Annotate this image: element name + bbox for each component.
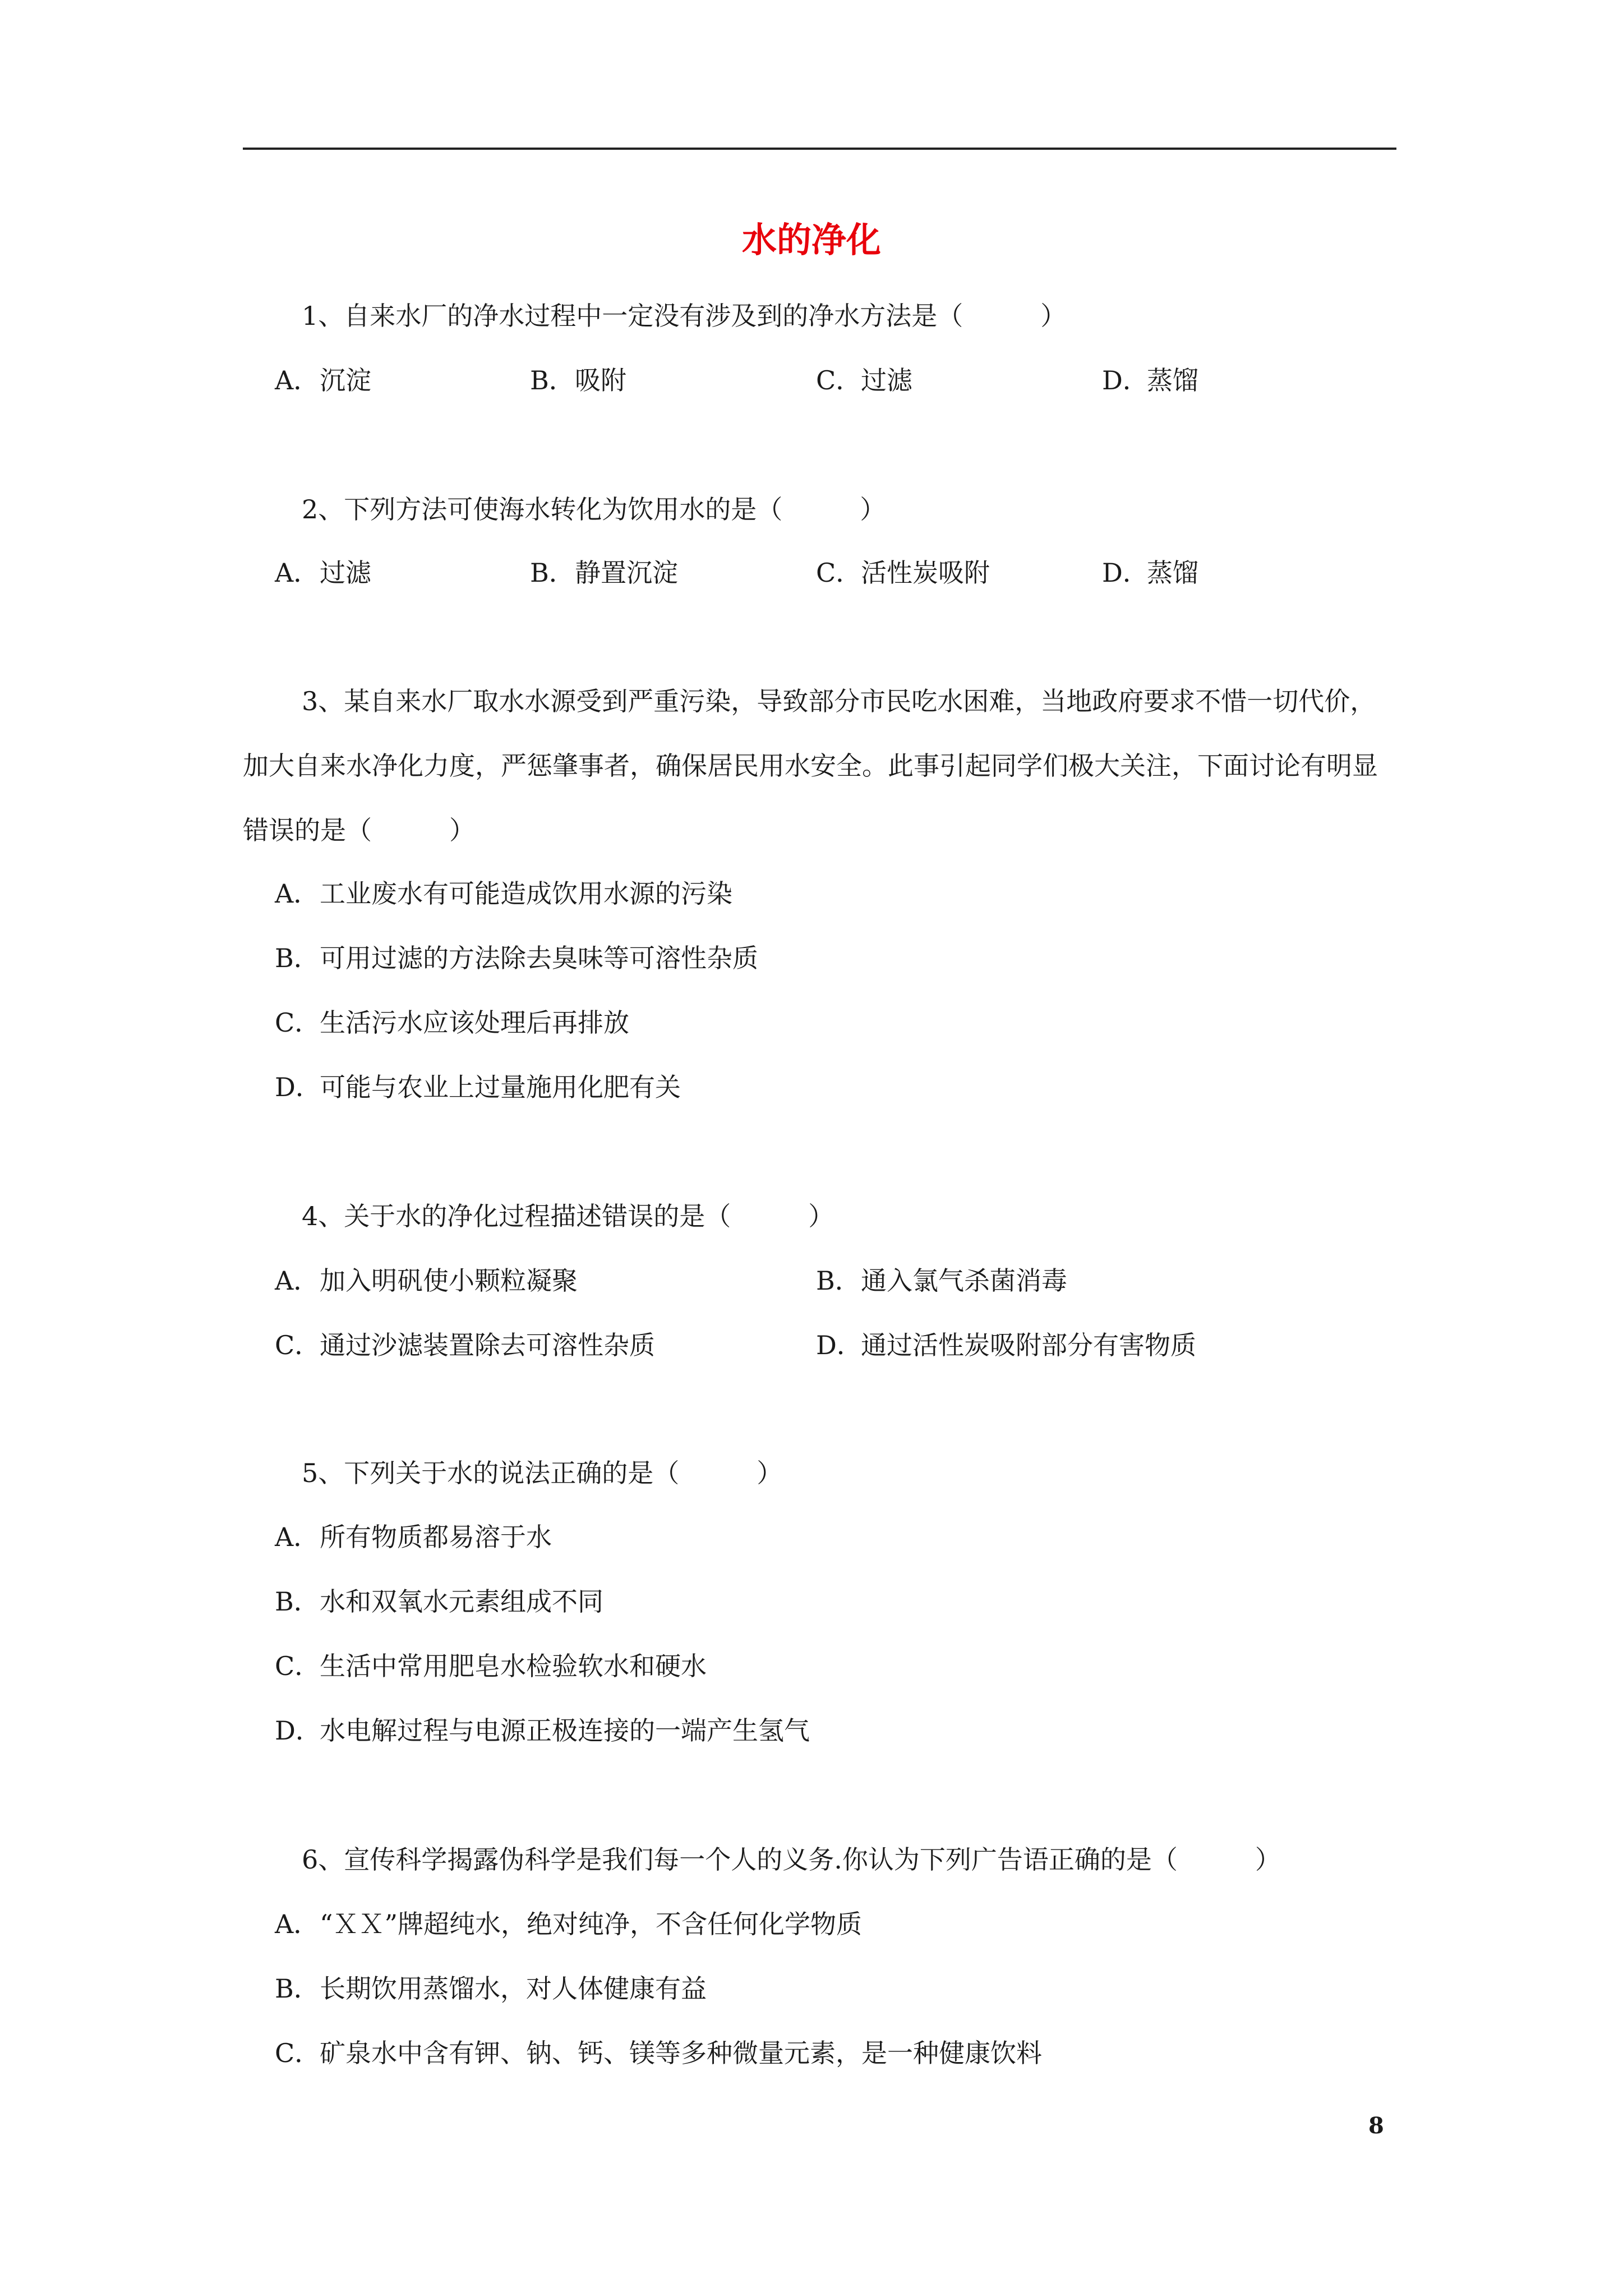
question-2-option-b: B．静置沉淀 [530,558,678,588]
question-1-option-d: D．蒸馏 [1102,365,1198,395]
question-5-option-c: C．生活中常用肥皂水检验软水和硬水 [275,1651,707,1681]
question-1-option-a: A．沉淀 [275,365,371,395]
question-3-stem: 3、某自来水厂取水水源受到严重污染，导致部分市民吃水困难，当地政府要求不惜一切代价，加大自来水净化力度，严惩肇事者，确保居民用水安全。此事引起同学们极大关注，下面讨论有明显错误的是（ ） [243,686,1378,845]
page-number: 8 [1368,2113,1384,2139]
question-1-option-c: C．过滤 [816,365,912,395]
question-3-option-c: C．生活污水应该处理后再排放 [275,1007,629,1038]
question-2-option-c: C．活性炭吸附 [816,558,990,588]
question-1-option-b: B．吸附 [530,365,626,395]
question-6-stem: 6、宣传科学揭露伪科学是我们每一个人的义务.你认为下列广告语正确的是（ ） [302,1844,1281,1875]
question-6-option-c: C．矿泉水中含有钾、钠、钙、镁等多种微量元素，是一种健康饮料 [275,2038,1042,2068]
question-2-option-d: D．蒸馏 [1102,558,1198,588]
header-rule [243,148,1396,150]
question-1-stem: 1、自来水厂的净水过程中一定没有涉及到的净水方法是（ ） [302,301,1067,331]
question-5-option-d: D．水电解过程与电源正极连接的一端产生氢气 [275,1715,810,1746]
question-5-stem: 5、下列关于水的说法正确的是（ ） [302,1458,783,1488]
question-6-option-b: B．长期饮用蒸馏水，对人体健康有益 [275,1973,707,2004]
question-2-option-a: A．过滤 [275,558,371,588]
page-title: 水的净化 [741,219,881,260]
question-6-option-a: A．“ＸＸ”牌超纯水，绝对纯净，不含任何化学物质 [275,1909,863,1939]
question-3-option-d: D．可能与农业上过量施用化肥有关 [275,1072,681,1102]
question-4-option-b: B．通入氯气杀菌消毒 [816,1266,1067,1296]
question-4-option-a: A．加入明矾使小颗粒凝聚 [275,1266,578,1296]
question-2-stem: 2、下列方法可使海水转化为饮用水的是（ ） [302,494,886,524]
question-4-stem: 4、关于水的净化过程描述错误的是（ ） [302,1201,834,1231]
question-3-option-b: B．可用过滤的方法除去臭味等可溶性杂质 [275,943,758,973]
question-3-option-a: A．工业废水有可能造成饮用水源的污染 [275,878,732,909]
question-4-option-d: D．通过活性炭吸附部分有害物质 [816,1330,1196,1360]
question-4-option-c: C．通过沙滤装置除去可溶性杂质 [275,1330,655,1360]
question-5-option-b: B．水和双氧水元素组成不同 [275,1586,603,1617]
question-5-option-a: A．所有物质都易溶于水 [275,1522,552,1552]
